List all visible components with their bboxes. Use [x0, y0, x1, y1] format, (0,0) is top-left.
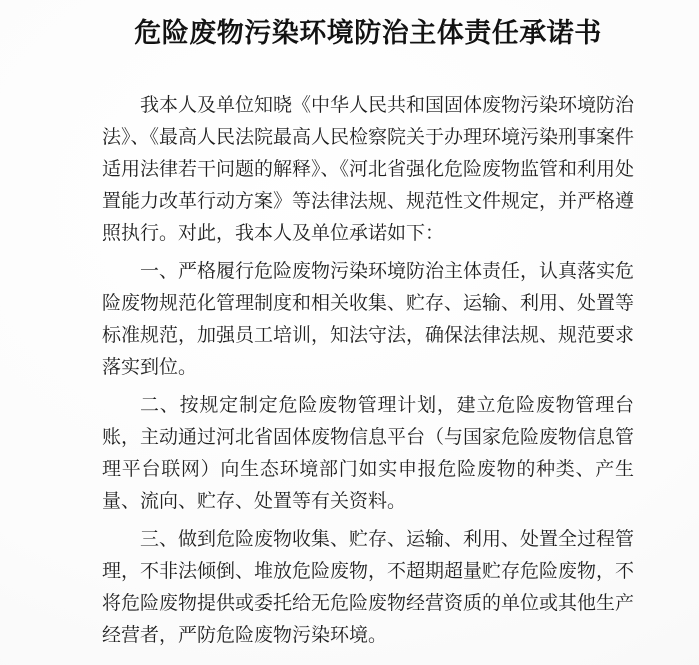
paragraph-item-1: 一、严格履行危险废物污染环境防治主体责任，认真落实危险废物规范化管理制度和相关收集、贮存、运输、利用、处置等标准规范，加强员工培训，知法守法，确保法律法规、规范要求落实到位。 [102, 261, 635, 378]
paragraph-item-2: 二、按规定制定危险废物管理计划，建立危险废物管理台账，主动通过河北省固体废物信息平台（与国家危险废物信息管理平台联网）向生态环境部门如实申报危险废物的种类、产生量、流向、贮存、处置等有关资料。 [102, 395, 635, 512]
paragraph-intro: 我本人及单位知晓《中华人民共和国固体废物污染环境防治法》、《最高人民法院最高人民检察院关于办理环境污染刑事案件适用法律若干问题的解释》、《河北省强化危险废物监管和利用处置能力改革行动方案》等法律法规、规范性文件规定，并严格遵照执行。对此，我本人及单位承诺如下： [102, 95, 635, 244]
document-content [102, 16, 634, 652]
document-title: 危险废物污染环境防治主体责任承诺书 [134, 18, 602, 48]
paragraph-item-3: 三、做到危险废物收集、贮存、运输、利用、处置全过程管理，不非法倾倒、堆放危险废物，不超期超量贮存危险废物，不将危险废物提供或委托给无危险废物经营资质的单位或其他生产经营者，严防危险废物污染环境。 [102, 529, 635, 646]
document-body [102, 90, 634, 652]
